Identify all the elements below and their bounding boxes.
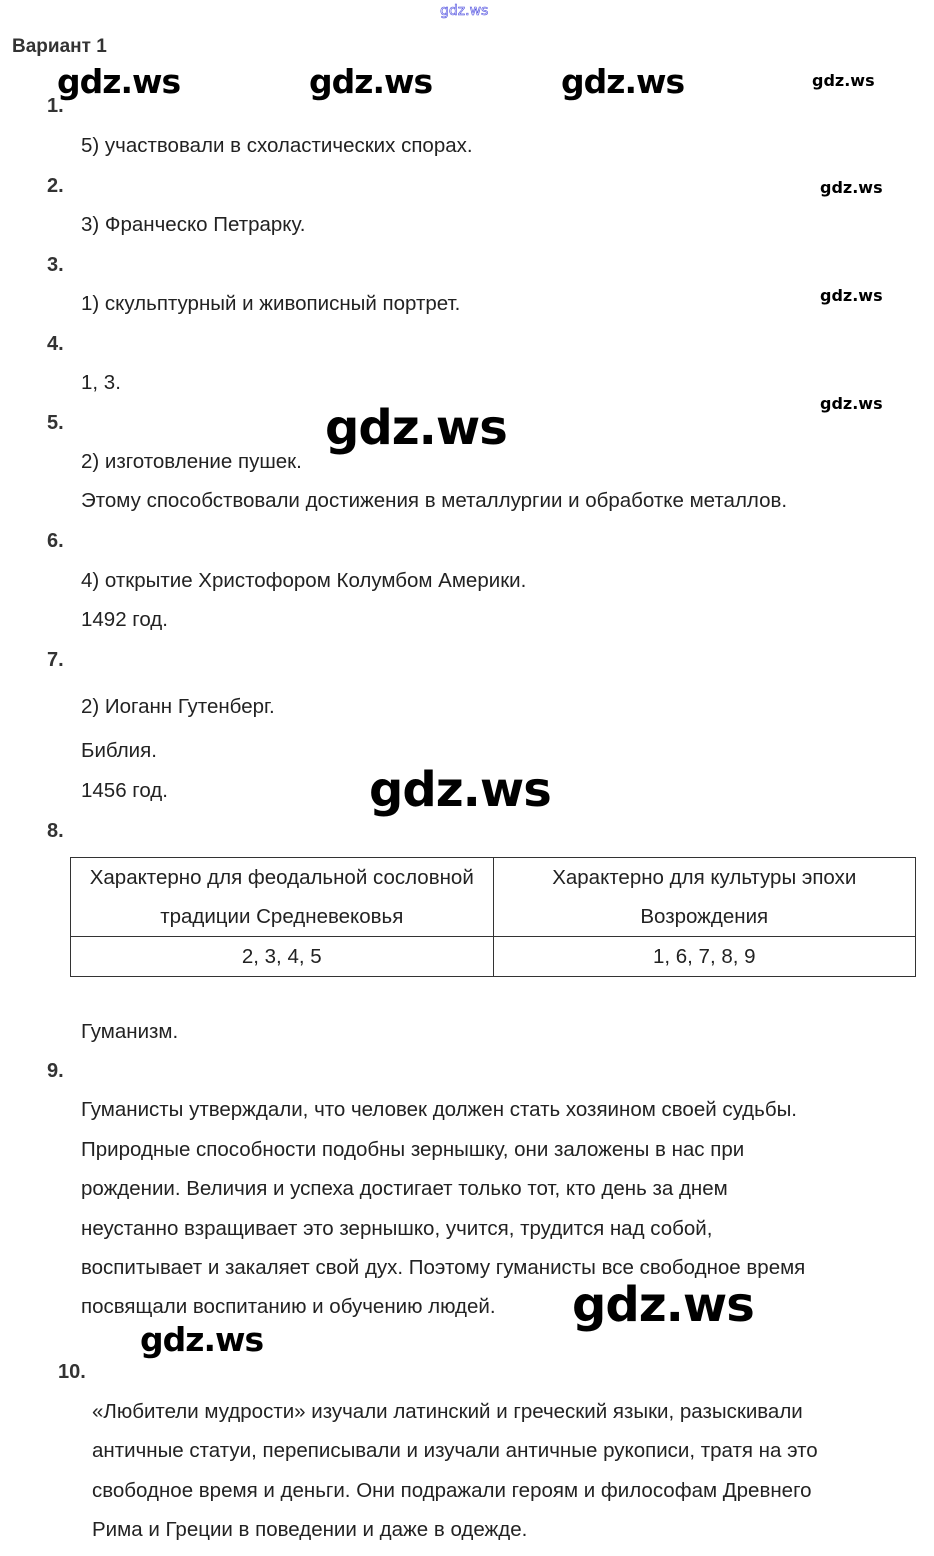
answer-line: 2) изготовление пушек.: [81, 450, 302, 473]
table-cell-medieval: 2, 3, 4, 5: [71, 937, 494, 977]
watermark: gdz.ws: [140, 1320, 264, 1359]
answer-line: 3) Франческо Петрарку.: [81, 213, 306, 236]
watermark: gdz.ws: [325, 400, 507, 456]
answer-line: Библия.: [81, 739, 157, 762]
answer-line: посвящали воспитанию и обучению людей.: [81, 1295, 496, 1318]
watermark: gdz.ws: [572, 1277, 754, 1333]
page-title: Вариант 1: [12, 36, 107, 57]
watermark: gdz.ws: [820, 394, 883, 413]
question-number: 3.: [47, 254, 64, 276]
question-number: 10.: [58, 1361, 86, 1383]
watermark-top: gdz.ws: [440, 3, 489, 19]
question-number: 1.: [47, 95, 64, 117]
answer-line: Гуманисты утверждали, что человек должен стать хозяином своей судьбы.: [81, 1098, 797, 1121]
table-header-medieval: Характерно для феодальной сословной традиции Средневековья: [71, 858, 494, 937]
watermark: gdz.ws: [57, 62, 181, 101]
answer-line: Природные способности подобны зернышку, они заложены в нас при: [81, 1138, 745, 1161]
watermark: gdz.ws: [561, 62, 685, 101]
table-cell-renaissance: 1, 6, 7, 8, 9: [493, 937, 916, 977]
watermark: gdz.ws: [820, 286, 883, 305]
answer-line: 4) открытие Христофором Колумбом Америки.: [81, 569, 527, 592]
question-number: 5.: [47, 412, 64, 434]
answer-table: [70, 857, 916, 977]
question-number: 6.: [47, 530, 64, 552]
answer-line: Рима и Греции в поведении и даже в одежде.: [92, 1518, 528, 1541]
answer-line: античные статуи, переписывали и изучали античные рукописи, тратя на это: [92, 1439, 818, 1462]
answer-line: «Любители мудрости» изучали латинский и греческий языки, разыскивали: [92, 1400, 803, 1423]
table-header-renaissance: Характерно для культуры эпохи Возрождения: [493, 858, 916, 937]
watermark: gdz.ws: [812, 71, 875, 90]
answer-line: 1, 3.: [81, 371, 121, 394]
question-number: 9.: [47, 1060, 64, 1082]
answer-line: 2) Иоганн Гутенберг.: [81, 695, 275, 718]
answer-line: свободное время и деньги. Они подражали героям и философам Древнего: [92, 1479, 812, 1502]
watermark: gdz.ws: [369, 762, 551, 818]
answer-line: воспитывает и закаляет свой дух. Поэтому гуманисты все свободное время: [81, 1256, 806, 1279]
watermark: gdz.ws: [309, 62, 433, 101]
answer-line: 1) скульптурный и живописный портрет.: [81, 292, 461, 315]
question-number: 8.: [47, 820, 64, 842]
question-number: 2.: [47, 175, 64, 197]
answer-line: рождении. Величия и успеха достигает только тот, кто день за днем: [81, 1177, 728, 1200]
watermark: gdz.ws: [820, 178, 883, 197]
answer-line: неустанно взращивает это зернышко, учится, трудится над собой,: [81, 1217, 713, 1240]
question-number: 7.: [47, 649, 64, 671]
question-number: 4.: [47, 333, 64, 355]
answer-line: Гуманизм.: [81, 1020, 179, 1043]
answer-line: 5) участвовали в схоластических спорах.: [81, 134, 473, 157]
answer-line: Этому способствовали достижения в металлургии и обработке металлов.: [81, 489, 788, 512]
answer-line: 1456 год.: [81, 779, 168, 802]
answer-line: 1492 год.: [81, 608, 168, 631]
